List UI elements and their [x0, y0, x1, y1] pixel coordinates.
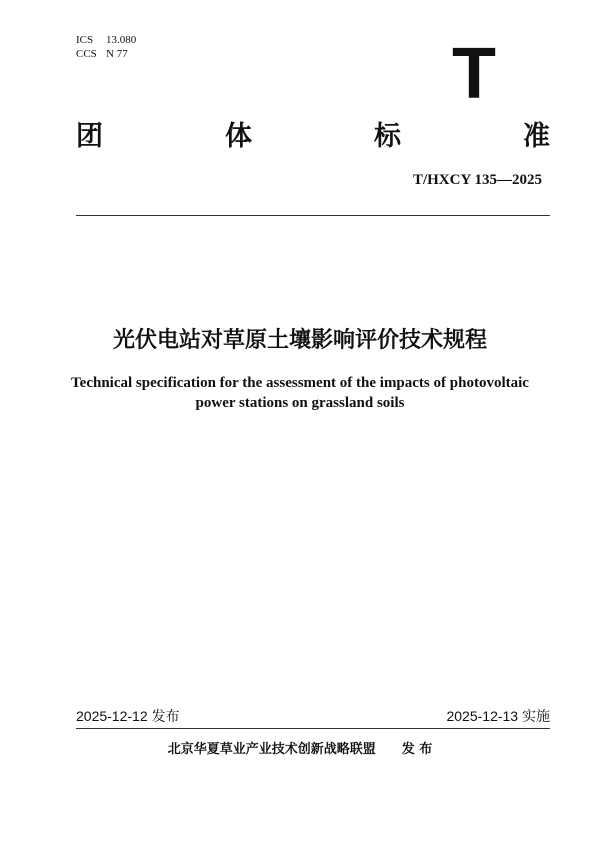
ccs-value: N 77 [106, 48, 128, 60]
title-english-line: Technical specification for the assessment of the impacts of photovoltaic [71, 375, 529, 391]
footer-divider [76, 728, 550, 729]
ccs-label: CCS [76, 48, 97, 60]
ics-label: ICS [76, 34, 94, 46]
standard-type-char: 标 [374, 121, 401, 152]
title-english-line: power stations on grassland soils [195, 395, 405, 411]
standard-category-letter: T [452, 34, 496, 114]
header-divider [76, 215, 550, 216]
ics-value: 13.080 [106, 34, 137, 46]
standard-number: T/HXCY 135—2025 [412, 172, 542, 188]
standard-type-char: 团 [76, 121, 103, 152]
publish-date: 2025-12-12 发布 [76, 708, 180, 724]
standard-type-char: 准 [523, 121, 550, 152]
classification-codes [76, 33, 136, 61]
standard-type-char: 体 [225, 121, 252, 152]
ccs-code [76, 47, 136, 61]
standard-type-heading [76, 120, 550, 154]
ics-code [76, 33, 136, 47]
title-english [60, 373, 540, 413]
title-chinese: 光伏电站对草原土壤影响评价技术规程 [112, 328, 487, 353]
implement-date: 2025-12-13 实施 [446, 708, 550, 724]
issuer: 北京华夏草业产业技术创新战略联盟 发 布 [167, 742, 433, 757]
